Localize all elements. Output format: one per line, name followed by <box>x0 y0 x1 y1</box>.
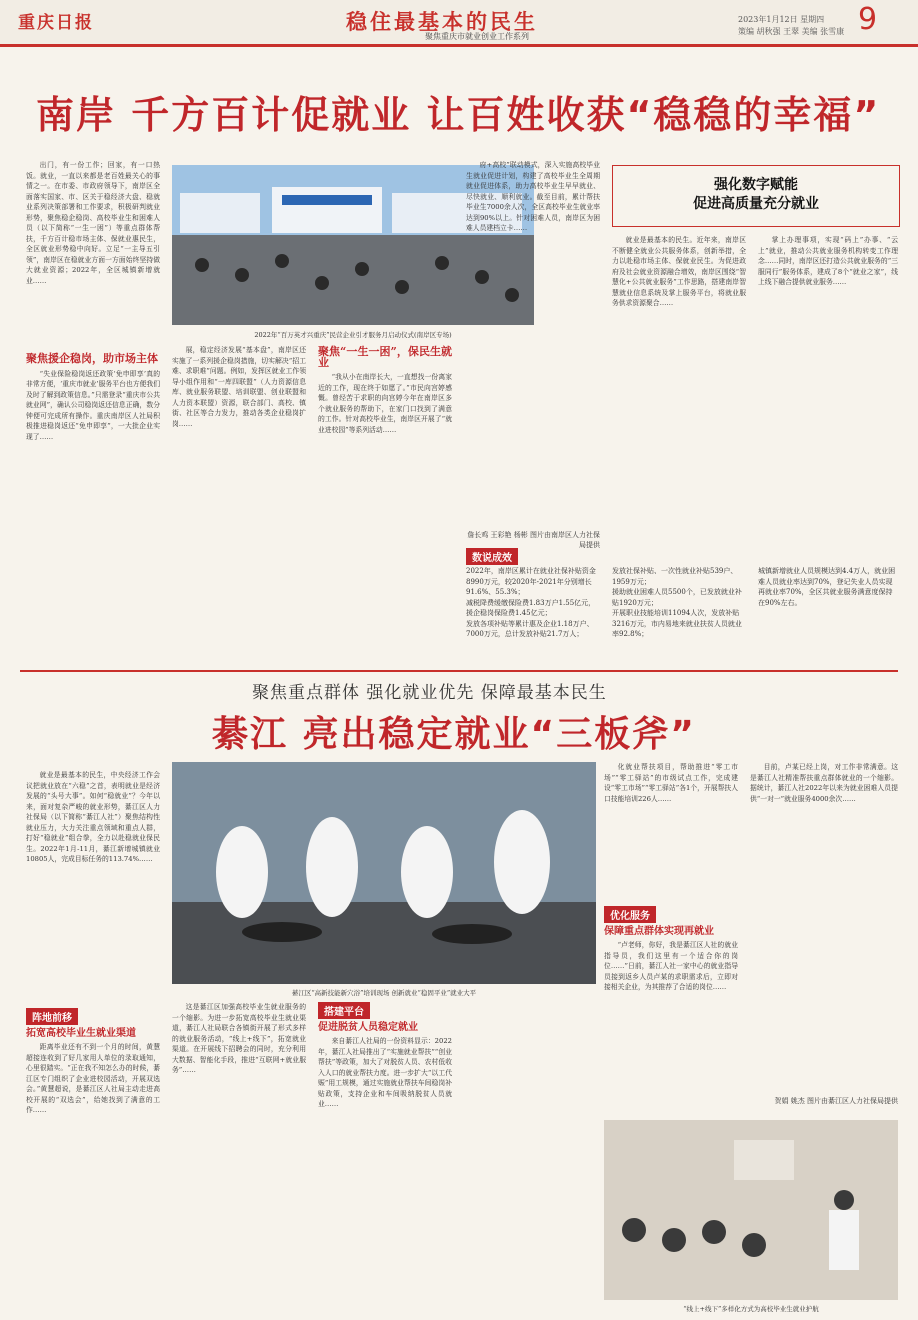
article1-col1-text: “失业保险稳岗返还政策‘免申即享’真的非常方便，‘重庆市就业’服务平台也方便我们及时了解到政策信息。”只需登录“重庆市公共就业网”，确认公司稳岗返还信息正确，数分钟便可完成所有操作。重庆南岸区人社局积极推进稳岗返还“免申即享”，一大批企业实现了…… <box>26 369 160 441</box>
tag-service-headline: 保障重点群体实现再就业 <box>604 926 714 937</box>
article1-intro-text: 出门，有一份工作；回家，有一口热饭。就业，一直以来都是老百姓最关心的事情之一。在市委、市政府领导下，南岸区全面落实国家、市、区关于稳经济大盘、稳就业系列决策部署和工作要求，积极研判就业形势，聚焦稳企稳岗、高校毕业生和困难人员（以下简称“一生一困”）等重点群体帮扶，千方百计稳市场主体、保就业惠民生，全区就业形势稳中向好。立足“一主导五引领”，南岸区在稳就业方面一方面始终坚持做大就业资源；2022年，全区城镇新增就业…… <box>26 161 160 285</box>
article1-photo-caption: 2022年“百万英才兴重庆”民营企业引才服务月启动仪式(南岸区专场) <box>254 331 452 339</box>
article2-column-1b <box>26 1042 160 1312</box>
section-subtitle: 聚焦重庆市就业创业工作系列 <box>425 32 529 41</box>
article1-column-1-intro <box>26 160 160 348</box>
article1-col5-text: 就业是最基本的民生。近年来，南岸区不断健全就业公共服务体系，创新举措，全力以赴稳市场主体、保就业民生。为促进政府及社会就业资源融合增效，南岸区围绕“智慧化+公共就业服务”工作思路，搭建南岸智慧就业信息系统及掌上服务平台，将就业服务供求资源聚合…… <box>612 236 746 307</box>
article2-photo-1 <box>172 762 596 984</box>
number-item: 发放各项补贴等累计惠及企业1.18万户、7000万元，总计发放补贴21.7万人； <box>466 619 594 638</box>
article2-photo-2-caption: “线上+线下”多样化方式为高校毕业生就业护航 <box>683 1305 819 1313</box>
article2-column-4 <box>604 762 738 902</box>
sidebox-title-line-2: 促进高质量充分就业 <box>693 196 819 212</box>
article1-headline: 南岸 千方百计促就业 让百姓收获“稳稳的幸福” <box>36 93 881 137</box>
article2-column-1 <box>26 770 160 1000</box>
numbers-block-3 <box>758 566 898 666</box>
article1-column-2 <box>172 345 306 675</box>
article1-col4-text: 府+高校”联动模式，深入实施高校毕业生就业促进计划，构建了高校毕业生全周期就业促进体系，助力高校毕业生早早就业、尽快就业、顺利就业。截至目前，累计帮扶毕业生7000余人次，全区高校毕业生就业率达到90%以上。针对困难人员，南岸区为困难人员建档立卡…… <box>466 161 600 232</box>
classroom-photo-illustration <box>604 1120 898 1300</box>
article2-column-5 <box>750 762 898 1092</box>
newspaper-logo: 重庆日报 <box>18 13 94 33</box>
section-title: 稳住最基本的民生 <box>346 9 538 34</box>
number-item: 援助就业困难人员5500个，已发放就业补贴1920万元； <box>612 588 742 607</box>
article1-subhead-2: 聚焦“一生一困”，保民生就业 <box>318 345 452 369</box>
tag-platform: 搭建平台 <box>318 1002 370 1019</box>
article2-col4b-text: “卢老师，你好，我是綦江区人社的就业指导员，我们这里有一个适合你的岗位……”日前，綦江人社一家中心的就业指导员接到返乡人员卢某的求职需求后，立即对接相关企业，为其推荐了合适的岗位…… <box>604 941 738 991</box>
article2-column-3 <box>318 1036 452 1312</box>
article1-subhead-1: 聚焦援企稳岗，助市场主体 <box>26 352 158 365</box>
article1-author: 詹长鸡 王彩艳 杨彬 图片由南岸区人力社保局提供 <box>467 531 600 549</box>
article2-author: 贺娟 姚杰 图片由綦江区人力社保局提供 <box>774 1097 898 1105</box>
article2-col3-text: 来自綦江人社局的一份资料显示：2022年，綦江人社局推出了“实施就业帮扶”“创业帮扶”等政策，加大了对脱贫人员、农村低收入人口的就业帮扶力度。进一步扩大“以工代赈”用工规模，通过实施就业帮扶车间稳岗补贴政策，支持企业和车间吸纳脱贫人员就业…… <box>318 1037 452 1108</box>
article2-col1b-text: 距离毕业还有不到一个月的时间，黄慧超接连收到了好几家用人单位的录取通知，心里很踏实。“正在我不知怎么办的时候，綦江区专门组织了企业进校园活动，开展双选会。”黄慧超说，是綦江区人社局主动走进高校开展的“双选会”，给她找到了满意的工作…… <box>26 1043 160 1114</box>
article1-column-4 <box>466 160 600 525</box>
article2-kicker: 聚焦重点群体 强化就业优先 保障最基本民生 <box>252 683 607 703</box>
issue-date: 2023年1月12日 星期四 <box>738 15 825 24</box>
number-item: 减税降费缓缴保险费1.83万户1.55亿元，援企稳岗保险费1.45亿元； <box>466 598 596 617</box>
article2-headline: 綦江 亮出稳定就业“三板斧” <box>212 714 696 755</box>
editor-credits: 策编 胡秋强 王翠 美编 张雪康 <box>738 27 845 36</box>
cooking-training-photo-illustration <box>172 762 596 984</box>
article2-col5-text: 目前，卢某已经上岗，对工作非常满意。这是綦江人社精准帮扶重点群体就业的一个缩影。据统计，綦江人社2022年以来为就业困难人员提供“一对一”就业服务4000余次…… <box>750 763 898 803</box>
article2-col2-text: 这是綦江区加强高校毕业生就业服务的一个缩影。为进一步拓宽高校毕业生就业渠道，綦江人社局联合各镇街开展了形式多样的就业服务活动，“线上+线下”，拓宽就业渠道。在开展线下招聘会的同时，充分利用大数据、智能化手段，推进“互联网+就业服务”…… <box>172 1003 306 1074</box>
article1-sidebox-title <box>612 165 900 227</box>
tag-frontline-headline: 拓宽高校毕业生就业渠道 <box>26 1028 136 1039</box>
numbers-block-1 <box>466 566 602 666</box>
number-item: 发放社保补贴、一次性就业补贴539户、1959万元； <box>612 567 738 586</box>
page-number: 9 <box>858 2 878 37</box>
sidebox-title-line-1: 强化数字赋能 <box>714 177 798 193</box>
article2-photo-1-caption: 綦江区“高新技能新穴浴”培训现场 创新就业“稳固平业”就业大平 <box>291 989 477 997</box>
article1-col3-text: “我从小在南岸长大，一直想找一份离家近的工作，现在终于如愿了。”市民向宫婷感慨。曾经苦于求职的向宫婷今年在南岸区多个就业服务的帮助下，在家门口找到了满意的工作。针对高校毕业生，南岸区开展了“就业进校园”等系列活动…… <box>318 373 452 434</box>
article2-col4-text: 化就业帮扶项目，帮助推进“零工市场”“零工驿站”的市级试点工作，完成建设“零工市场”“零工驿站”各1个，开展帮扶人口技能培训226人…… <box>604 763 738 803</box>
tag-service: 优化服务 <box>604 906 656 923</box>
tag-platform-headline: 促进脱贫人员稳定就业 <box>318 1022 418 1033</box>
number-item: 城镇新增就业人员规模达到4.4万人，就业困难人员就业率达到70%，登记失业人员实现再就业率70%，全区共就业服务满意度保持在90%左右。 <box>758 567 896 607</box>
number-item: 2022年，南岸区累计在就业社保补贴资金8990万元，较2020年-2021年分别增长91.6%、55.3%； <box>466 567 596 596</box>
article1-col2-text: 展，稳定经济发展“基本盘”，南岸区还实施了一系列援企稳岗措施，切实解决“招工难、求职难”问题。例如，发挥区就业工作领导小组作用和“一库四联盟”（人力资源信息库、就业服务联盟、培训联盟、创业联盟和人力资本联盟）资源，联合部门、高校、镇街、社区等合力发力，推动各类企业稳岗扩岗…… <box>172 346 306 428</box>
numbers-title: 数说成效 <box>466 548 518 565</box>
number-item: 开展职业技能培训11094人次，发放补贴3216万元，市内易地来就业扶贫人员就业率92.8%； <box>612 609 742 638</box>
article2-col1-text: 就业是最基本的民生，中央经济工作会议把就业放在“六稳”之首，表明就业是经济发展的“头号大事”。如何“稳就业”？今年以来，面对复杂严峻的就业形势，綦江区人力社保局（以下简称“綦江人社”）聚焦结构性就业压力，大力关注重点领域和重点人群，打好“稳就业”组合拳，全力以赴稳就业保民生。2022年1月-11月，綦江新增城镇就业10805人，完成目标任务的113.74%…… <box>26 771 160 863</box>
article2-column-2 <box>172 1002 306 1312</box>
article1-column-6 <box>758 235 898 545</box>
section-divider <box>20 670 898 672</box>
article1-column-5 <box>612 235 746 545</box>
article2-column-4b <box>604 940 738 1110</box>
article1-col6-text: 掌上办理事项，实现“码上”办事、“云上”就业，推动公共就业服务机构转变工作理念……同时，南岸区还打造公共就业服务的“三服同行”服务体系，建成了8个“就业之家”，线上线下融合提供就业服务…… <box>758 236 898 286</box>
article1-column-3 <box>318 345 452 675</box>
article2-photo-2 <box>604 1120 898 1300</box>
numbers-block-2 <box>612 566 746 666</box>
tag-frontline: 阵地前移 <box>26 1008 78 1025</box>
